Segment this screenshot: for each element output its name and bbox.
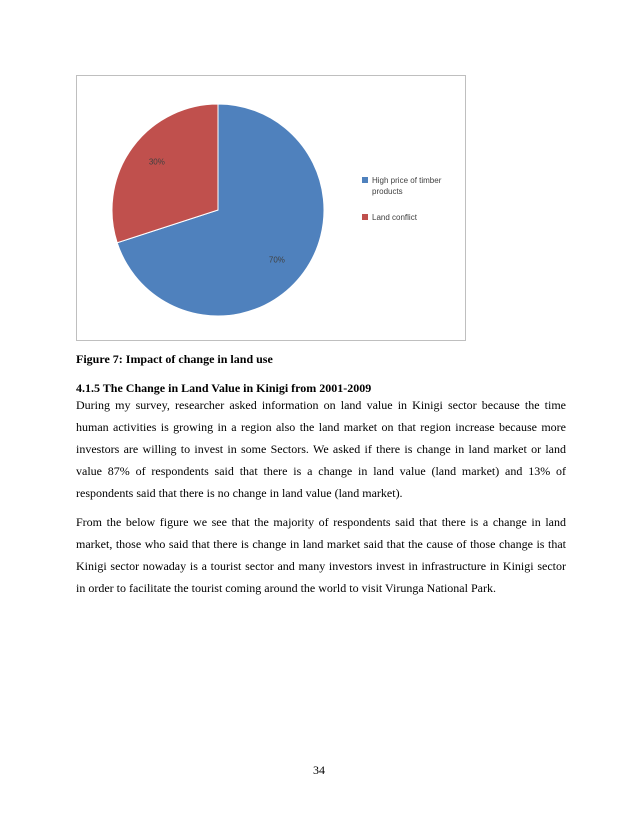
legend-swatch-1 — [362, 177, 368, 183]
section-heading: 4.1.5 The Change in Land Value in Kinigi from 2001-2009 — [76, 381, 372, 395]
pie-chart — [76, 75, 466, 341]
legend-label-1: High price of timber products — [372, 176, 442, 196]
paragraph-2: From the below figure we see that the majority of respondents said that there is a change in land market, those who said that there is change in land market said that the cause of those change is that Kinigi sector nowaday is a tourist sector and many investors invest in infrastructure in Kinigi sector in order to facilitate the tourist coming around the world to visit Virunga National Park. — [76, 515, 566, 595]
legend-label-2: Land conflict — [372, 213, 417, 222]
pie-data-label-1: 70% — [268, 255, 285, 265]
figure-caption: Figure 7: Impact of change in land use — [76, 352, 273, 366]
legend-swatch-2 — [362, 214, 368, 220]
page-number: 34 — [313, 763, 325, 777]
pie-data-label-2: 30% — [148, 157, 165, 167]
paragraph-1: During my survey, researcher asked information on land value in Kinigi sector because the time human activities is growing in a region also the land market on that region increase because more investors are willing to invest in some Sectors. We asked if there is change in land market or land value 87% of respondents said that there is a change in land value (land market) and 13% of respondents said that there is no change in land value (land market). — [76, 398, 566, 500]
pie-chart-canvas — [77, 76, 467, 342]
